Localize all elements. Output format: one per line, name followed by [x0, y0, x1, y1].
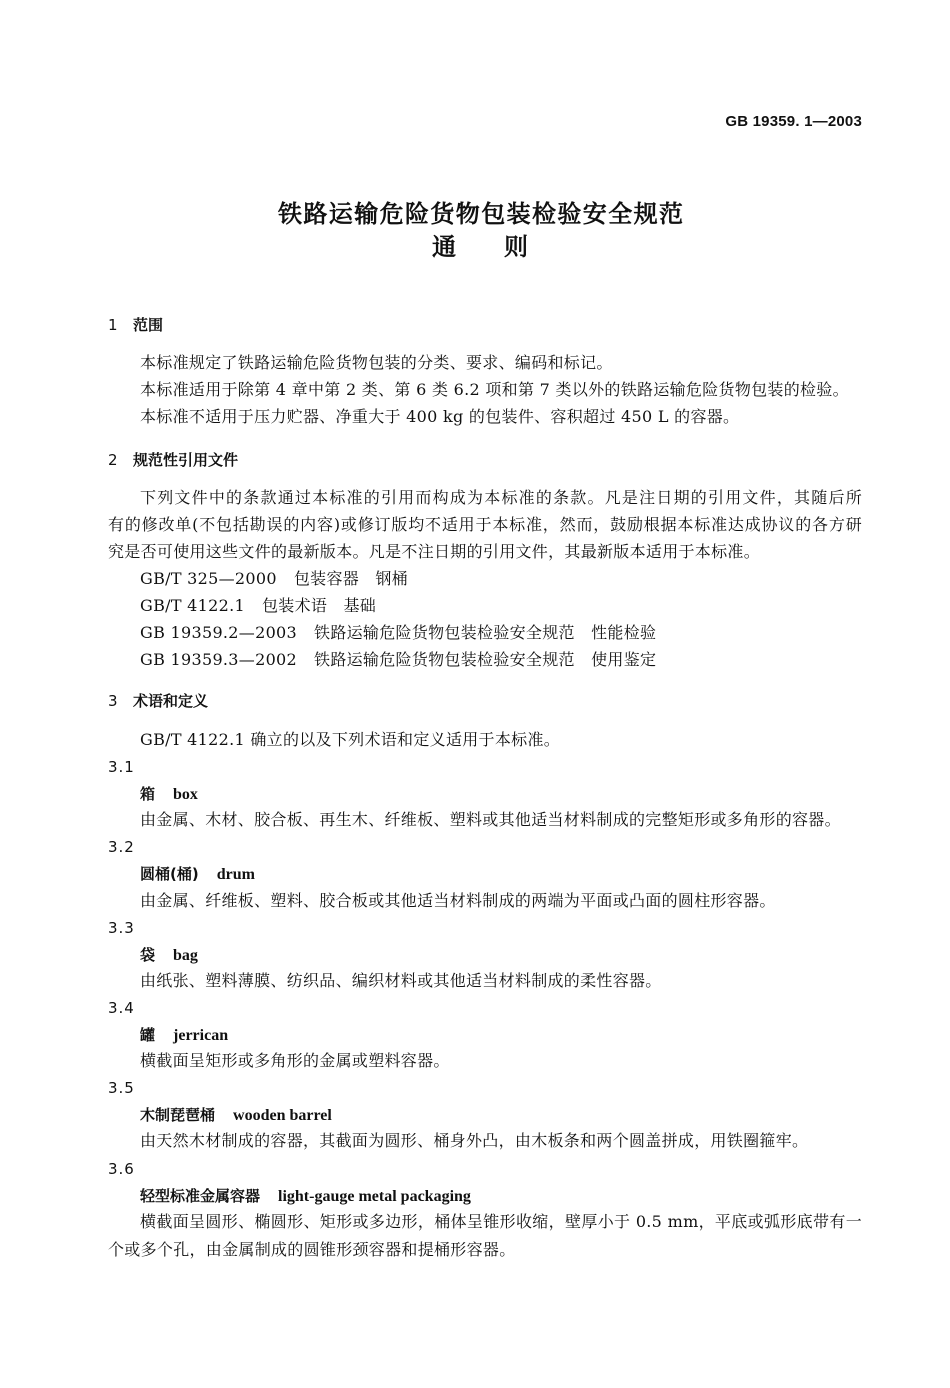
term-number: 3.3 [108, 919, 135, 937]
term-definition: 由金属、纤维板、塑料、胶合板或其他适当材料制成的两端为平面或凸面的圆柱形容器。 [140, 891, 776, 910]
reference-title: 铁路运输危险货物包装检验安全规范 使用鉴定 [314, 650, 657, 669]
reference-title: 包装容器 钢桶 [293, 569, 408, 588]
standard-code: GB 19359. 1—2003 [725, 113, 862, 130]
reference-item [140, 650, 656, 670]
term-definition: 由天然木材制成的容器，其截面为圆形、桶身外凸，由木板条和两个圆盖拼成，用铁圈箍牢。 [140, 1131, 809, 1150]
reference-code: GB/T 325—2000 [140, 569, 277, 588]
term-definition: 横截面呈矩形或多角形的金属或塑料容器。 [140, 1051, 450, 1070]
paragraph-line: 有的修改单(不包括勘误的内容)或修订版均不适用于本标准，然而，鼓励根据本标准达成协议的各方研 [108, 515, 862, 534]
section-heading-scope [108, 315, 163, 335]
section-title: 规范性引用文件 [133, 451, 239, 469]
section-number: 2 [108, 451, 118, 469]
section-number: 1 [108, 316, 118, 334]
reference-item [140, 623, 656, 643]
paragraph-line: 本标准适用于除第 4 章中第 2 类、第 6 类 6.2 项和第 7 类以外的铁路运输危险货物包装的检验。 [140, 380, 849, 399]
paragraph-line: 本标准规定了铁路运输危险货物包装的分类、要求、编码和标记。 [140, 353, 613, 372]
term-heading [140, 864, 255, 885]
term-english: wooden barrel [233, 1107, 332, 1124]
term-english: box [173, 786, 198, 803]
reference-code: GB/T 4122.1 [140, 596, 245, 615]
paragraph-line: 下列文件中的条款通过本标准的引用而构成为本标准的条款。凡是注日期的引用文件，其随后所 [140, 488, 862, 507]
reference-title: 铁路运输危险货物包装检验安全规范 性能检验 [314, 623, 657, 642]
reference-title: 包装术语 基础 [261, 596, 377, 615]
term-chinese: 箱 [140, 785, 156, 803]
term-chinese: 木制琵琶桶 [140, 1106, 216, 1124]
term-chinese: 圆桶(桶) [140, 865, 199, 883]
reference-item [140, 569, 408, 589]
term-number: 3.1 [108, 758, 135, 776]
term-chinese: 轻型标准金属容器 [140, 1187, 261, 1205]
document-subtitle: 通 则 [432, 233, 528, 261]
term-heading [140, 1105, 332, 1126]
reference-code: GB 19359.3—2002 [140, 650, 298, 669]
term-definition: 由纸张、塑料薄膜、纺织品、编织材料或其他适当材料制成的柔性容器。 [140, 971, 662, 990]
term-definition: 个或多个孔，由金属制成的圆锥形颈容器和提桶形容器。 [108, 1240, 516, 1259]
term-heading [140, 945, 198, 966]
term-english: bag [173, 947, 198, 964]
term-number: 3.6 [108, 1160, 135, 1178]
term-heading [140, 784, 198, 805]
reference-item [140, 596, 376, 616]
section-title: 范围 [133, 316, 164, 334]
paragraph-line: GB/T 4122.1 确立的以及下列术语和定义适用于本标准。 [140, 730, 561, 749]
section-number: 3 [108, 692, 118, 710]
document-title: 铁路运输危险货物包装检验安全规范 [278, 200, 685, 228]
paragraph-line: 本标准不适用于压力贮器、净重大于 400 kg 的包装件、容积超过 450 L 的容器。 [140, 407, 740, 426]
term-number: 3.5 [108, 1079, 135, 1097]
section-heading-terms-definitions [108, 691, 208, 711]
term-english: light-gauge metal packaging [278, 1188, 471, 1205]
term-definition: 横截面呈圆形、椭圆形、矩形或多边形，桶体呈锥形收缩，壁厚小于 0.5 mm，平底或弧形底带有一 [140, 1212, 862, 1231]
term-definition: 由金属、木材、胶合板、再生木、纤维板、塑料或其他适当材料制成的完整矩形或多角形的容器。 [140, 810, 841, 829]
term-heading [140, 1186, 471, 1207]
paragraph-line: 究是否可使用这些文件的最新版本。凡是不注日期的引用文件，其最新版本适用于本标准。 [108, 542, 761, 561]
term-chinese: 袋 [140, 946, 156, 964]
term-heading [140, 1025, 228, 1046]
term-chinese: 罐 [140, 1026, 156, 1044]
section-title: 术语和定义 [133, 692, 209, 710]
term-number: 3.4 [108, 999, 135, 1017]
term-english: jerrican [173, 1027, 229, 1044]
term-english: drum [216, 866, 255, 883]
reference-code: GB 19359.2—2003 [140, 623, 298, 642]
section-heading-normative-references [108, 450, 238, 470]
term-number: 3.2 [108, 838, 135, 856]
